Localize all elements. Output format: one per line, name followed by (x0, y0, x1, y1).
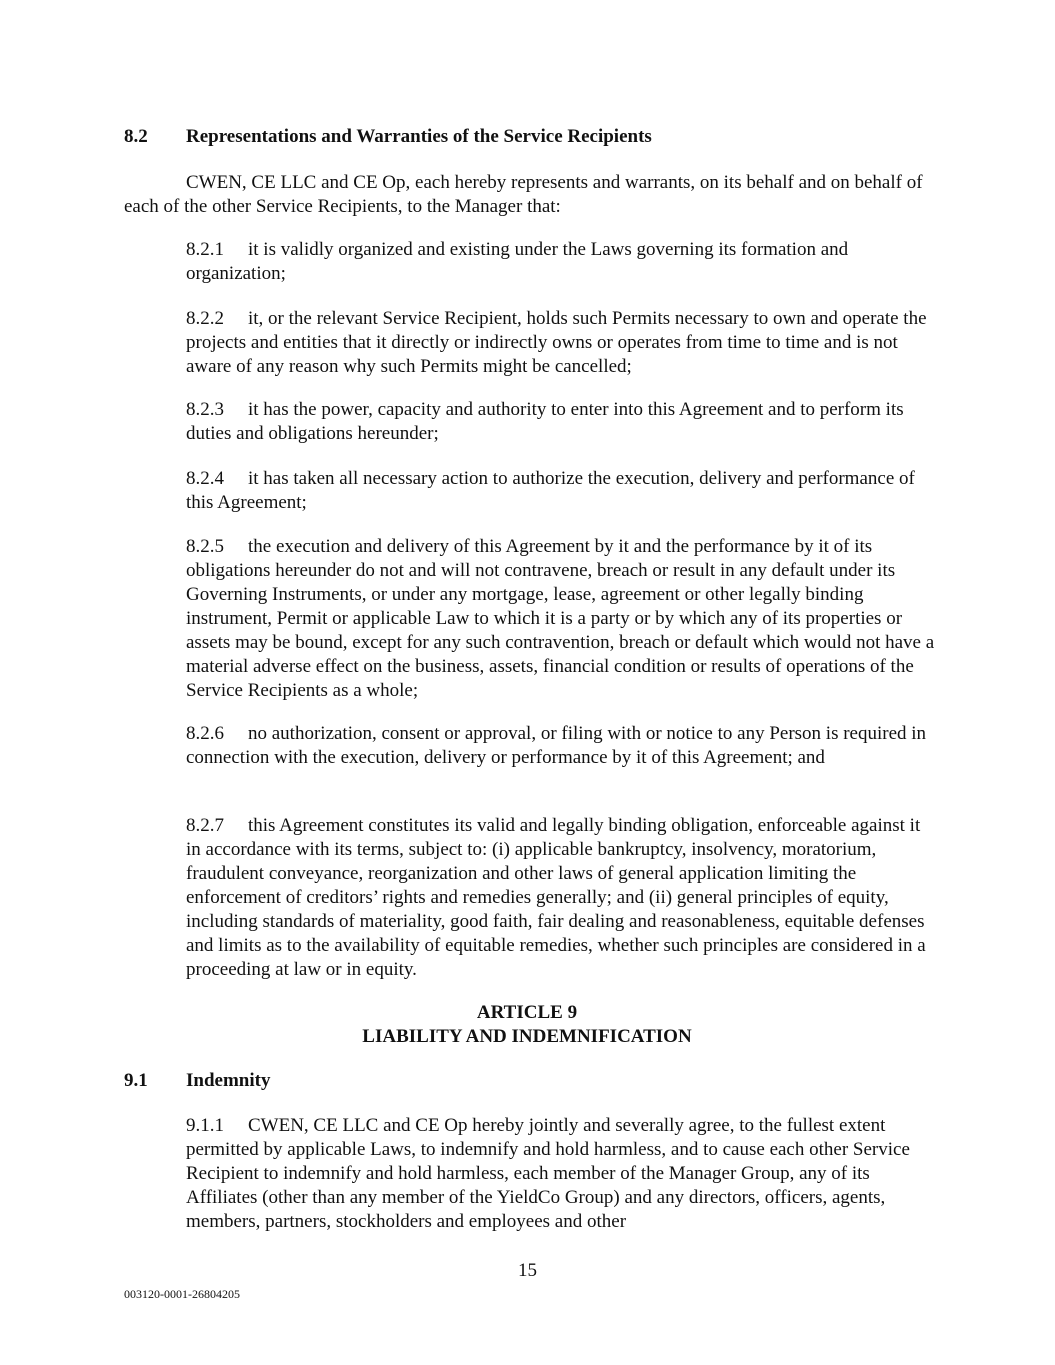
section-number: 9.1 (124, 1070, 148, 1091)
section-title: Representations and Warranties of the Service Recipients (186, 126, 652, 147)
clause-8-2-3 (186, 398, 938, 446)
clause-text: it has the power, capacity and authority to enter into this Agreement and to perform its duties and obligations hereunder; (186, 399, 904, 444)
clause-text: it is validly organized and existing under the Laws governing its formation and organization; (186, 239, 849, 284)
article-title: LIABILITY AND INDEMNIFICATION (362, 1026, 692, 1047)
clause-8-2-7 (186, 814, 938, 982)
clause-text: CWEN, CE LLC and CE Op hereby jointly and severally agree, to the fullest extent permitted by applicable Laws, to indemnify and hold harmless, and to cause each other Service Recipient to indemnify and hold harmless, each member of the Manager Group, any of its Affiliates (other than any member of the YieldCo Group) and any directors, officers, agents, members, partners, stockholders and employees and other (186, 1115, 910, 1232)
article-label: ARTICLE 9 (476, 1002, 578, 1023)
clause-number: 8.2.5 (186, 536, 224, 557)
clause-text: it has taken all necessary action to authorize the execution, delivery and performance of this Agreement; (186, 468, 915, 513)
section-heading-8-2 (124, 125, 652, 149)
clause-text: the execution and delivery of this Agreement by it and the performance by it of its obligations hereunder do not and will not contravene, breach or result in any default under its Governing Instruments, or under any mortgage, lease, agreement or other legally binding instrument, Permit or applicable Law to which it is a party or by which any of its properties or assets may be bound, except for any such contravention, breach or default which would not have a material adverse effect on the business, assets, financial condition or results of operations of the Service Recipients as a whole; (186, 536, 935, 701)
clause-number: 8.2.2 (186, 308, 224, 329)
clause-number: 8.2.1 (186, 239, 224, 260)
clause-text: no authorization, consent or approval, or filing with or notice to any Person is required in connection with the execution, delivery or performance by it of this Agreement; and (186, 723, 927, 768)
document-id: 003120-0001-26804205 (124, 1287, 240, 1301)
section-number: 8.2 (124, 126, 148, 147)
clause-8-2-4 (186, 467, 938, 515)
clause-8-2-5 (186, 535, 938, 703)
clause-number: 8.2.6 (186, 723, 224, 744)
clause-text: it, or the relevant Service Recipient, holds such Permits necessary to own and operate the projects and entities that it directly or indirectly owns or operates from time to time and is not aware of any reason why such Permits might be cancelled; (186, 308, 927, 377)
clause-number: 8.2.7 (186, 815, 224, 836)
clause-number: 9.1.1 (186, 1115, 224, 1136)
clause-9-1-1 (186, 1114, 938, 1234)
clause-number: 8.2.3 (186, 399, 224, 420)
clause-8-2-6 (186, 722, 938, 770)
clause-8-2-1 (186, 238, 938, 286)
section-heading-9-1 (124, 1069, 270, 1093)
clause-8-2-2 (186, 307, 938, 379)
section-title: Indemnity (186, 1070, 271, 1091)
clause-number: 8.2.4 (186, 468, 224, 489)
clause-text: this Agreement constitutes its valid and legally binding obligation, enforceable against it in accordance with its terms, subject to: (i) applicable bankruptcy, insolvency, moratorium, fraudulent conveyance, reorganization and other laws of general application limiting the enforcement of creditors’ rights and remedies generally; and (ii) general principles of equity, including standards of materiality, good faith, fair dealing and reasonableness, equitable defenses and limits as to the availability of equitable remedies, whether such principles are considered in a proceeding at law or in equity. (186, 815, 926, 980)
page-number: 15 (518, 1260, 537, 1281)
section-intro: CWEN, CE LLC and CE Op, each hereby represents and warrants, on its behalf and on behalf of each of the other Service Recipients, to the Manager that: (124, 172, 923, 217)
article-heading (124, 1001, 930, 1049)
